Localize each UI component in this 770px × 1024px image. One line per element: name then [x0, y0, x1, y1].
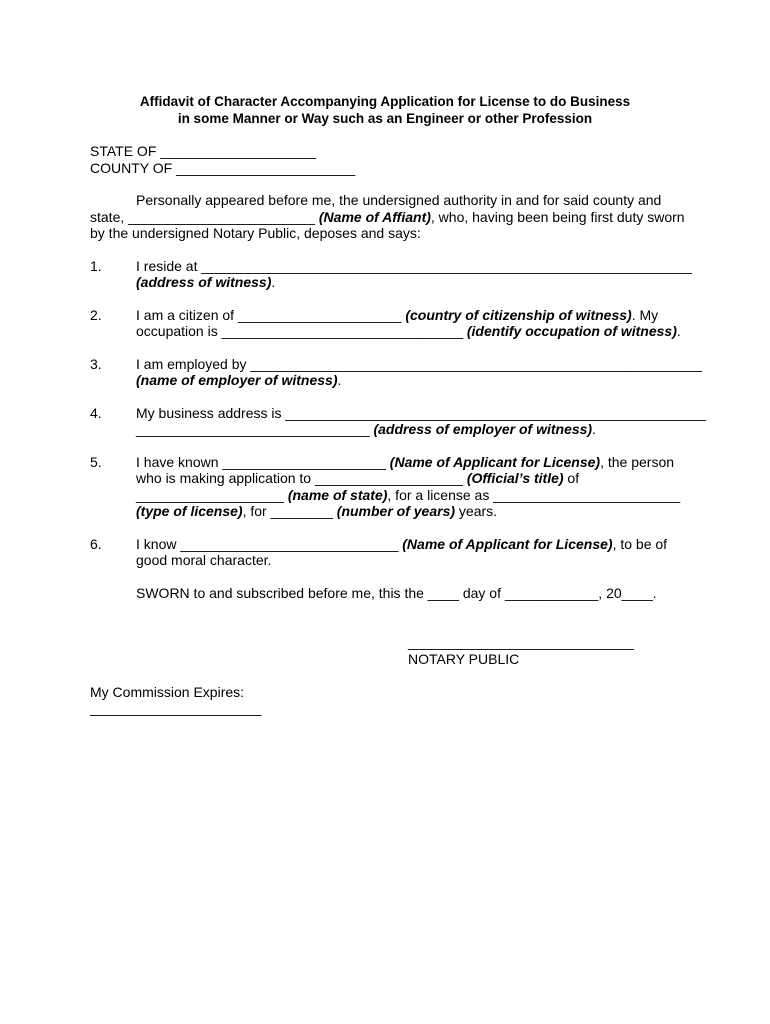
item-5-line-3: ___________________ (name of state), for a license as ________________________: [136, 487, 681, 503]
item-number-3: 3.: [90, 356, 102, 372]
citizenship-hint: (country of citizenship of witness): [405, 307, 632, 323]
employer-address-hint: (address of employer of witness): [373, 421, 593, 437]
item-4-line-1: My business address is ______________________________________________________: [136, 405, 706, 421]
county-of-field: COUNTY OF _______________________: [90, 160, 356, 176]
applicant-name-hint-2: (Name of Applicant for License): [402, 536, 613, 552]
intro-line-2: state, ________________________ (Name of Affiant), who, having been being first duty sworn: [90, 209, 685, 225]
commission-expires-label: My Commission Expires:: [90, 684, 245, 700]
item-5-line-2: who is making application to ___________________ (Official’s title) of: [136, 470, 580, 486]
affiant-name-hint: (Name of Affiant): [318, 209, 431, 225]
occupation-hint: (identify occupation of witness): [466, 323, 677, 339]
address-of-witness-hint: (address of witness): [136, 274, 272, 290]
commission-expires-line: ______________________: [90, 700, 262, 716]
employer-name-hint: (name of employer of witness): [136, 372, 338, 388]
intro-affiant-blank: state, ________________________: [90, 209, 319, 225]
intro-line-1: Personally appeared before me, the undersigned authority in and for said county and: [136, 192, 662, 208]
number-of-years-hint: (number of years): [336, 503, 456, 519]
item-number-1: 1.: [90, 258, 102, 274]
document-title-line-2: in some Manner or Way such as an Engineer or other Profession: [177, 111, 593, 126]
officials-title-hint: (Official’s title): [466, 470, 564, 486]
item-1-line-1: I reside at _______________________________________________________________: [136, 258, 692, 274]
item-3-line-1: I am employed by __________________________________________________________: [136, 356, 702, 372]
item-number-2: 2.: [90, 307, 102, 323]
document-title-line-1: Affidavit of Character Accompanying Application for License to do Business: [139, 94, 631, 109]
state-of-field: STATE OF ____________________: [90, 143, 316, 159]
notary-signature-line: _____________________________: [408, 634, 634, 650]
intro-line-3: by the undersigned Notary Public, deposes and says:: [90, 225, 421, 241]
item-5-line-4: (type of license), for ________ (number of years) years.: [136, 503, 498, 519]
item-3-line-2: (name of employer of witness).: [136, 372, 342, 388]
state-name-hint: (name of state): [287, 487, 388, 503]
item-6-line-2: good moral character.: [136, 552, 272, 568]
item-number-4: 4.: [90, 405, 102, 421]
license-type-hint: (type of license): [136, 503, 243, 519]
item-1-line-2: (address of witness).: [136, 274, 276, 290]
item-4-line-2: ______________________________ (address of employer of witness).: [136, 421, 596, 437]
sworn-statement: SWORN to and subscribed before me, this the ____ day of ____________, 20____.: [136, 585, 657, 601]
item-2-line-1: I am a citizen of _____________________ (country of citizenship of witness). My: [136, 307, 659, 323]
item-5-line-1: I have known _____________________ (Name of Applicant for License), the person: [136, 454, 675, 470]
item-6-line-1: I know ____________________________ (Name of Applicant for License), to be of: [136, 536, 668, 552]
notary-public-label: NOTARY PUBLIC: [408, 651, 520, 667]
item-number-5: 5.: [90, 454, 102, 470]
item-2-line-2: occupation is _______________________________ (identify occupation of witness).: [136, 323, 681, 339]
applicant-name-hint: (Name of Applicant for License): [389, 454, 601, 470]
item-number-6: 6.: [90, 536, 102, 552]
